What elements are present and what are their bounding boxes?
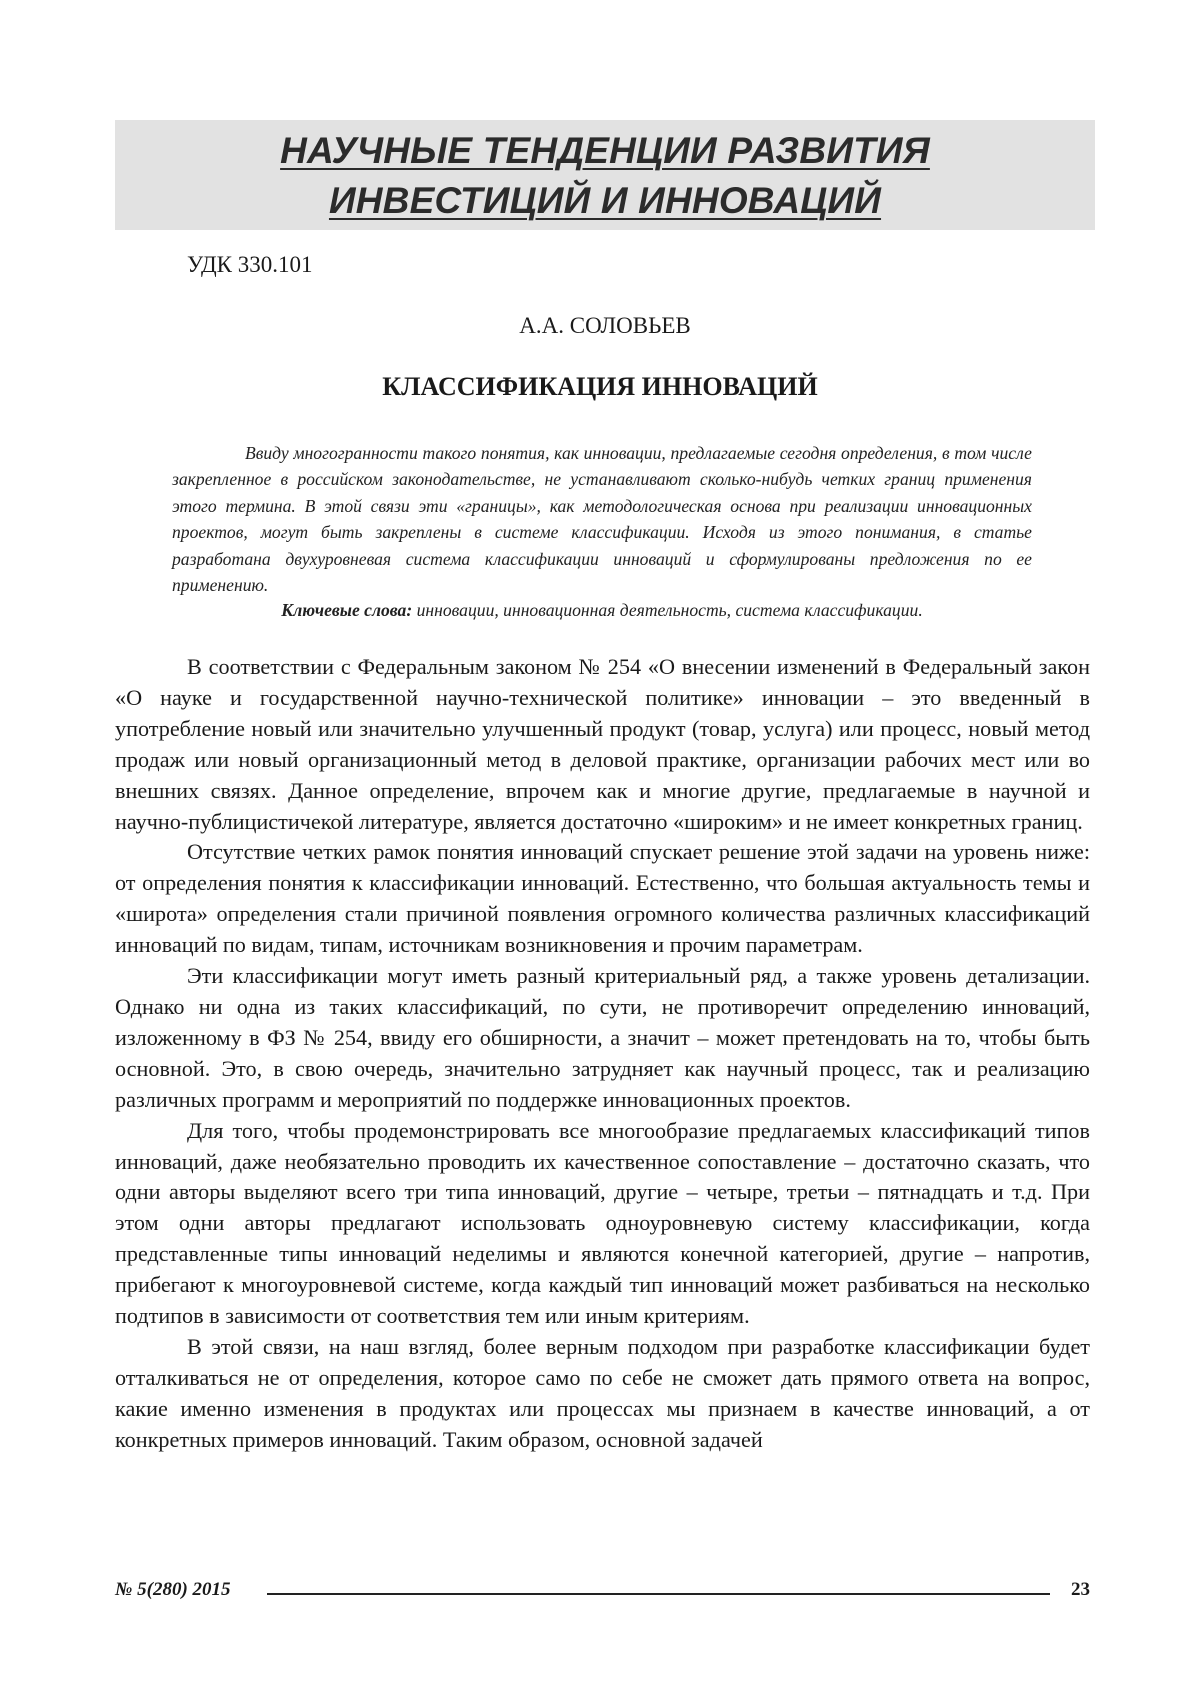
section-banner: [115, 120, 1095, 230]
page-number: 23: [1071, 1575, 1090, 1605]
body-paragraph: Для того, чтобы продемонстрировать все многообразие предлагаемых классификаций типов инноваций, даже необязательно проводить их качественное сопоставление – достаточно сказать, что одни авторы выделяют всего три типа инноваций, другие – четыре, третьи – пятнадцать и т.д. При этом одни авторы предлагают использовать одноуровневую систему классификации, когда представленные типы инноваций неделимы и являются конечной категорией, другие – напротив, прибегают к многоуровневой системе, когда каждый тип инноваций может разбиваться на несколько подтипов в зависимости от соответствия тем или иным критериям.: [115, 1116, 1090, 1332]
author-name: А.А. СОЛОВЬЕВ: [0, 311, 1200, 341]
udk-code: УДК 330.101: [187, 250, 313, 280]
journal-issue: № 5(280) 2015: [115, 1575, 231, 1605]
body-paragraph: Отсутствие четких рамок понятия инноваций спускает решение этой задачи на уровень ниже: от определения понятия к классификации инноваций. Естественно, что большая актуальность темы и «широта» определения стали причиной появления огромного количества различных классификаций инноваций по видам, типам, источникам возникновения и прочим параметрам.: [115, 837, 1090, 961]
page-footer: [115, 1575, 1090, 1605]
abstract: [172, 440, 1032, 598]
keywords-label: Ключевые слова:: [281, 600, 412, 620]
article-title: КЛАССИФИКАЦИЯ ИННОВАЦИЙ: [0, 370, 1200, 404]
body-paragraph: Эти классификации могут иметь разный критериальный ряд, а также уровень детализации. Однако ни одна из таких классификаций, по сути, не противоречит определению инноваций, изложенному в ФЗ № 254, ввиду его обширности, а значит – может претендовать на то, чтобы быть основной. Это, в свою очередь, значительно затрудняет как научный процесс, так и реализацию различных программ и мероприятий по поддержке инновационных проектов.: [115, 961, 1090, 1116]
abstract-text: Ввиду многогранности такого понятия, как инновации, предлагаемые сегодня определения, в том числе закрепленное в российском законодательстве, не устанавливают сколько-нибудь четких границ применения этого термина. В этой связи эти «границы», как методологическая основа при реализации инновационных проектов, могут быть закреплены в системе классификации. Исходя из этого понимания, в статье разработана двухуровневая система классификации инноваций и сформулированы предложения по ее применению.: [172, 440, 1032, 598]
section-title-line-1: НАУЧНЫЕ ТЕНДЕНЦИИ РАЗВИТИЯ: [115, 126, 1095, 176]
keywords-list: инновации, инновационная деятельность, система классификации.: [412, 600, 923, 620]
article-body: [115, 652, 1090, 1456]
keywords: [172, 597, 1032, 623]
body-paragraph: В этой связи, на наш взгляд, более верным подходом при разработке классификации будет отталкиваться не от определения, которое само по себе не сможет дать прямого ответа на вопрос, какие именно изменения в продуктах или процессах мы признаем в качестве инноваций, а от конкретных примеров инноваций. Таким образом, основной задачей: [115, 1332, 1090, 1456]
body-paragraph: В соответствии с Федеральным законом № 254 «О внесении изменений в Федеральный закон «О науке и государственной научно-технической политике» инновации – это введенный в употребление новый или значительно улучшенный продукт (товар, услуга) или процесс, новый метод продаж или новый организационный метод в деловой практике, организации рабочих мест или во внешних связях. Данное определение, впрочем как и многие другие, предлагаемые в научной и научно-публицистичекой литературе, является достаточно «широким» и не имеет конкретных границ.: [115, 652, 1090, 837]
section-title-line-2: ИНВЕСТИЦИЙ И ИННОВАЦИЙ: [115, 176, 1095, 226]
footer-divider: [267, 1593, 1050, 1595]
